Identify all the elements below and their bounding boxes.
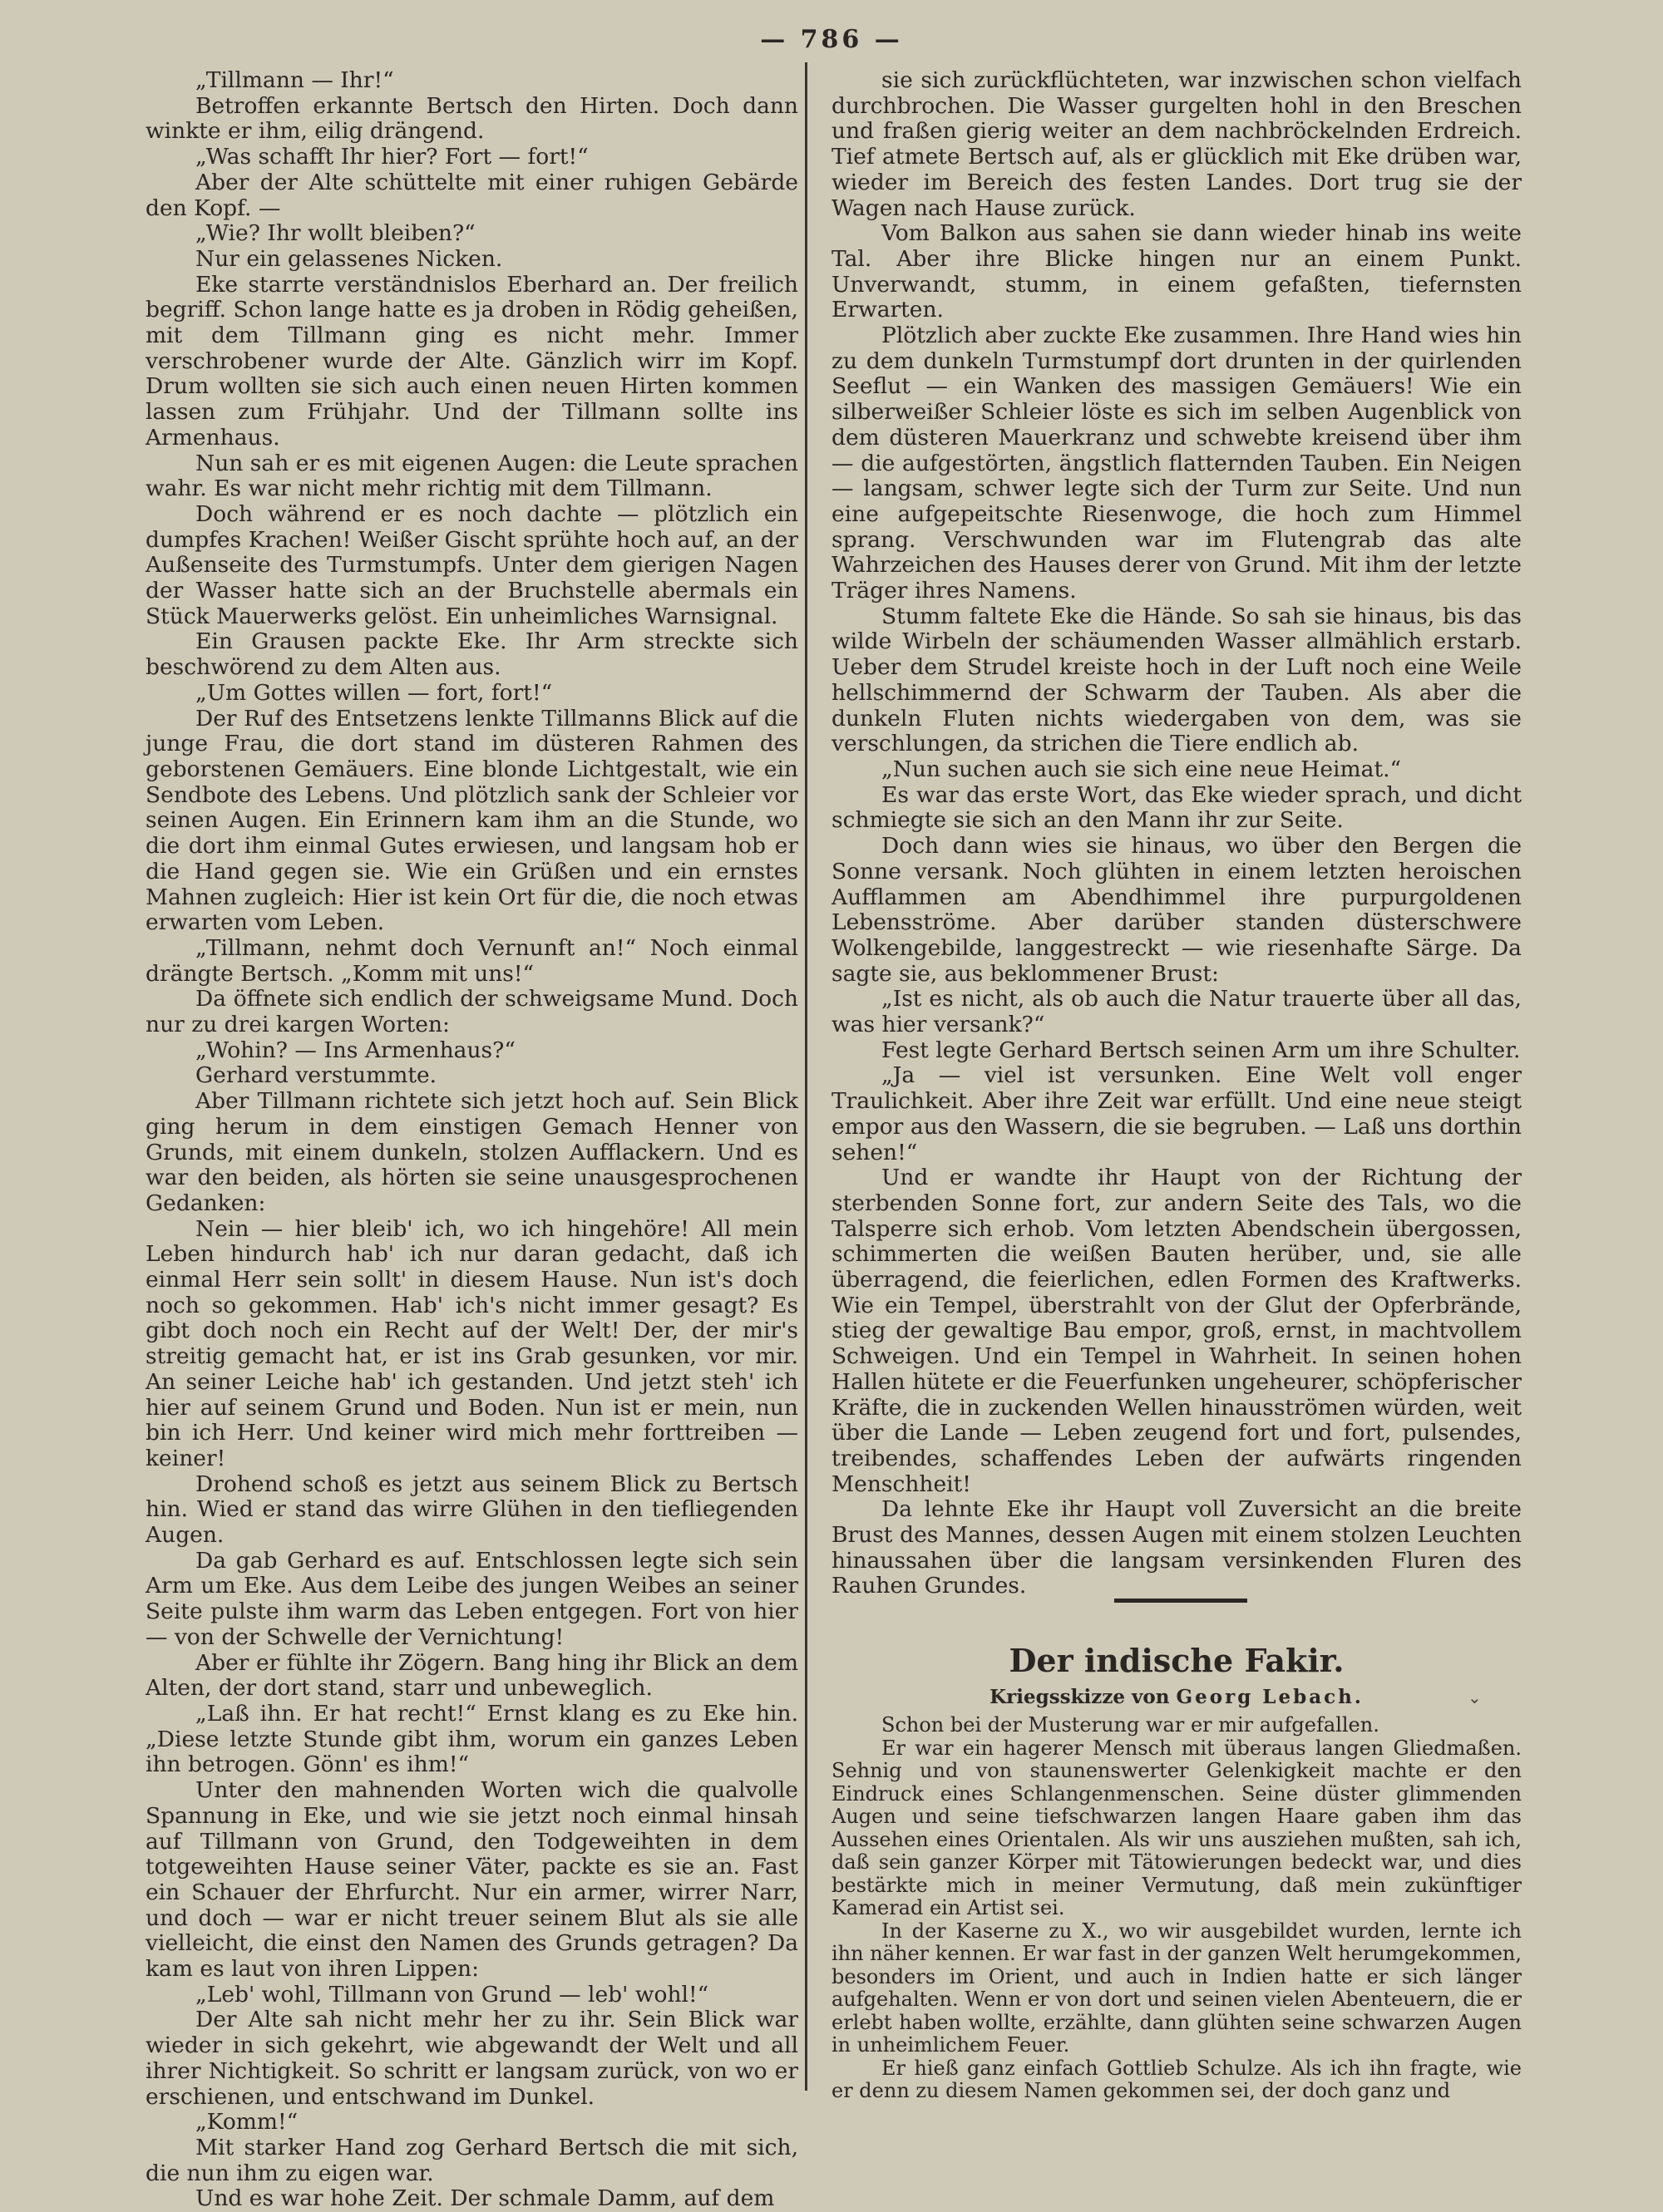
right-column-paragraph: „Ist es nicht, als ob auch die Natur trauerte über all das, was hier versank?“ (832, 986, 1522, 1038)
left-column-paragraph: Nun sah er es mit eigenen Augen: die Leute sprachen wahr. Es war nicht mehr richtig mit dem Tillmann. (146, 450, 798, 502)
left-column-paragraph: „Laß ihn. Er hat recht!“ Ernst klang es zu Eke hin. „Diese letzte Stunde gibt ihm, worum ein ganzes Leben ihn betrogen. Gönn' es ihm!“ (146, 1701, 798, 1778)
left-column-paragraph: Aber Tillmann richtete sich jetzt hoch auf. Sein Blick ging herum in dem einstigen Gemach Henner von Grunds, mit einem dunkeln, stolzen Aufflackern. Und es war den beiden, als hörten sie seine unausgesprochenen Gedanken: (146, 1088, 798, 1216)
article-byline (832, 1686, 1522, 1708)
left-column-paragraph: Der Ruf des Entsetzens lenkte Tillmanns Blick auf die junge Frau, die dort stand im düsteren Rahmen des geborstenen Gemäuers. Eine blonde Lichtgestalt, wie ein Sendbote des Lebens. Und plötzlich sank der Schleier vor seinen Augen. Ein Erinnern kam ihm an die Stunde, wo die dort ihm einmal Gutes erwiesen, und langsam hob er die Hand gegen sie. Wie ein Grüßen und ein ernstes Mahnen zugleich: Hier ist kein Ort für die, die noch etwas erwarten vom Leben. (146, 705, 798, 936)
left-column-paragraph: Drohend schoß es jetzt aus seinem Blick zu Bertsch hin. Wied er stand das wirre Glühen in den tiefliegenden Augen. (146, 1471, 798, 1549)
right-column-paragraph: sie sich zurückflüchteten, war inzwischen schon vielfach durchbrochen. Die Wasser gurgelten hohl in den Breschen und fraßen gierig weiter an dem nachbröckelnden Erdreich. Tief atmete Bertsch auf, als er glücklich mit Eke drüben war, wieder im Bereich des festen Landes. Dort trug sie der Wagen nach Hause zurück. (832, 67, 1522, 221)
article-body (832, 1714, 1522, 2103)
left-column-paragraph: Nur ein gelassenes Nicken. (195, 245, 503, 272)
right-column-paragraph: Plötzlich aber zuckte Eke zusammen. Ihre Hand wies hin zu dem dunkeln Turmstumpf dort drunten in der quirlenden Seeflut — ein Wanken des massigen Gemäuers! Wie ein silberweißer Schleier löste es sich im selben Augenblick von dem düsteren Mauerkranz und schwebte kreisend über ihm — die aufgestörten, ängstlich flatternden Tauben. Ein Neigen — langsam, schwer legte sich der Turm zur Seite. Und nun eine aufgepeitschte Riesenwoge, die hoch zum Himmel sprang. Verschwunden war im Flutengrab das alte Wahrzeichen des Hauses derer von Grund. Mit ihm der letzte Träger ihres Namens. (832, 323, 1522, 604)
left-column-paragraph: „Tillmann, nehmt doch Vernunft an!“ Noch einmal drängte Bertsch. „Komm mit uns!“ (146, 934, 798, 987)
right-column-paragraph: Da lehnte Eke ihr Haupt voll Zuversicht an die breite Brust des Mannes, dessen Augen mit einem stolzen Leuchten hinaussahen über die langsam versinkenden Fluren des Rauhen Grundes. (832, 1496, 1522, 1599)
right-column-paragraph: Es war das erste Wort, das Eke wieder sprach, und dicht schmiegte sie sich an den Mann ihr zur Seite. (832, 781, 1522, 834)
left-column-paragraph: Betroffen erkannte Bertsch den Hirten. Doch dann winkte er ihm, eilig drängend. (146, 92, 798, 145)
left-column-paragraph: Ein Grausen packte Eke. Ihr Arm streckte sich beschwörend zu dem Alten aus. (146, 628, 798, 681)
byline-prefix: Kriegsskizze von (989, 1686, 1170, 1708)
column-divider (805, 62, 807, 2091)
left-column-paragraph: Doch während er es noch dachte — plötzlich ein dumpfes Krachen! Weißer Gischt sprühte hoch auf, an der Außenseite des Turmstumpfs. Unter dem gierigen Nagen der Wasser hatte sich an der Bruchstelle abermals ein Stück Mauerwerks gelöst. Ein unheimliches Warnsignal. (146, 500, 798, 629)
printer-mark-icon: ⌄ (1468, 1687, 1482, 1707)
left-column-paragraph: Nein — hier bleib' ich, wo ich hingehöre! All mein Leben hindurch hab' ich nur daran gedacht, daß ich einmal Herr sein sollt' in diesem Hause. Nun ist's doch noch so gekommen. Hab' ich's nicht immer gesagt? Es gibt doch noch ein Recht auf der Welt! Der, der mir's streitig gemacht hat, er ist ins Grab gesunken, vor mir. An seiner Leiche hab' ich gestanden. Und jetzt steh' ich hier auf seinem Grund und Boden. Nun ist er mein, nun bin ich Herr. Und keiner wird mich mehr forttreiben — keiner! (146, 1215, 798, 1471)
left-column-paragraph: Da gab Gerhard es auf. Entschlossen legte sich sein Arm um Eke. Aus dem Leibe des jungen Weibes an seiner Seite pulste ihm warm das Leben entgegen. Fort von hier — von der Schwelle der Vernichtung! (146, 1547, 798, 1650)
right-column-paragraph: Stumm faltete Eke die Hände. So sah sie hinaus, bis das wilde Wirbeln der schäumenden Wasser allmählich erstarb. Ueber dem Strudel kreiste hoch in der Luft noch eine Weile hellschimmernd der Schwarm der Tauben. Als aber die dunkeln Fluten nichts wiedergaben von dem, was sie verschlungen, da strichen die Tiere endlich ab. (832, 603, 1522, 757)
article-paragraph: Er war ein hagerer Mensch mit überaus langen Gliedmaßen. Sehnig und von staunenswerter Gelenkigkeit machte er den Eindruck eines Schlangenmenschen. Seine düster glimmenden Augen und seine tiefschwarzen langen Haare gaben ihm das Aussehen eines Orientalen. Als wir uns ausziehen mußten, sah ich, daß sein ganzer Körper mit Tätowierungen bedeckt war, und dies bestärkte mich in meiner Vermutung, daß mein zukünftiger Kamerad ein Artist sei. (832, 1736, 1522, 1919)
left-column (146, 68, 798, 2212)
right-column-paragraph: Doch dann wies sie hinaus, wo über den Bergen die Sonne versank. Noch glühten in einem letzten heroischen Aufflammen am Abendhimmel ihre purpurgoldenen Lebensströme. Aber darüber standen düsterschwere Wolkengebilde, langgestreckt — wie riesenhafte Särge. Da sagte sie, aus beklommener Brust: (832, 833, 1522, 987)
left-column-paragraph: „Um Gottes willen — fort, fort!“ (195, 679, 553, 706)
left-column-paragraph: „Tillmann — Ihr!“ (195, 67, 394, 93)
article-paragraph: In der Kaserne zu X., wo wir ausgebildet wurden, lernte ich ihn näher kennen. Er war fast in der ganzen Welt herumgekommen, besonders im Orient, und auch in Indien hatte er sich länger aufgehalten. Wenn er von dort und seinen vielen Abenteuern, die er erlebt haben wollte, erzählte, dann glühten seine schwarzen Augen in unheimlichem Feuer. (832, 1919, 1522, 2057)
right-column-paragraph: Fest legte Gerhard Bertsch seinen Arm um ihre Schulter. (881, 1037, 1521, 1063)
article-paragraph: Schon bei der Musterung war er mir aufgefallen. (881, 1713, 1379, 1737)
right-column-paragraph: Und er wandte ihr Haupt von der Richtung der sterbenden Sonne fort, zur andern Seite des Tals, wo die Talsperre sich erhob. Vom letzten Abendschein übergossen, schimmerten die weißen Bauten herüber, und, sie alle überragend, die feierlichen, edlen Formen des Kraftwerks. Wie ein Tempel, überstrahlt von der Glut der Opferbrände, stieg der gewaltige Bau empor, groß, ernst, in machtvollem Schweigen. Und ein Tempel in Wahrheit. In seinen hohen Hallen hütete er die Feuerfunken ungeheurer, schöpferischer Kräfte, die in zuckenden Wellen hinausströmen würden, weit über die Lande — Leben zeugend fort und fort, pulsendes, treibendes, schaffendes Leben der aufwärts ringenden Menschheit! (832, 1165, 1522, 1497)
article-title: Der indische Fakir. (1009, 1642, 1345, 1679)
page-number: — 786 — (760, 25, 903, 54)
left-column-paragraph: Gerhard verstummte. (195, 1062, 437, 1089)
left-column-paragraph: Da öffnete sich endlich der schweigsame Mund. Doch nur zu drei kargen Worten: (146, 986, 798, 1038)
right-column-paragraph: Vom Balkon aus sahen sie dann wieder hinab ins weite Tal. Aber ihre Blicke hingen nur an einem Punkt. Unverwandt, stumm, in einem gefaßten, tiefernsten Erwarten. (832, 220, 1522, 323)
left-column-paragraph: „Leb' wohl, Tillmann von Grund — leb' wohl!“ (195, 1981, 709, 2008)
right-column-paragraph: „Nun suchen auch sie sich eine neue Heimat.“ (881, 756, 1402, 782)
left-column-paragraph: Der Alte sah nicht mehr her zu ihr. Sein Blick war wieder in sich gekehrt, wie abgewandt der Welt und all ihrer Nichtigkeit. So schritt er langsam zurück, von wo er erschienen, und entschwand im Dunkel. (146, 2007, 798, 2110)
left-column-paragraph: „Was schafft Ihr hier? Fort — fort!“ (195, 144, 589, 170)
article-paragraph: Er hieß ganz einfach Gottlieb Schulze. Als ich ihn fragte, wie er denn zu diesem Namen gekommen sei, der doch ganz und (832, 2056, 1522, 2102)
left-column-paragraph: „Komm!“ (195, 2109, 299, 2136)
section-separator (1114, 1599, 1247, 1603)
left-column-paragraph: Mit starker Hand zog Gerhard Bertsch die mit sich, die nun ihm zu eigen war. (146, 2134, 798, 2186)
left-column-paragraph: Unter den mahnenden Worten wich die qualvolle Spannung in Eke, und wie sie jetzt noch einmal hinsah auf Tillmann von Grund, den Todgeweihten in dem totgeweihten Hause seiner Väter, packte es sie an. Fast ein Schauer der Ehrfurcht. Nur ein armer, wirrer Narr, und doch — war er nicht treuer seinem Blut als sie alle vielleicht, die einst den Namen des Grunds getragen? Da kam es laut von ihren Lippen: (146, 1777, 798, 1983)
left-column-paragraph: „Wohin? — Ins Armenhaus?“ (195, 1037, 516, 1063)
right-column-paragraph: „Ja — viel ist versunken. Eine Welt voll enger Traulichkeit. Aber ihre Zeit war erfüllt. Und eine neue steigt empor aus den Wassern, die sie begruben. — Laß uns dorthin sehen!“ (832, 1062, 1522, 1165)
left-column-paragraph: Aber der Alte schüttelte mit einer ruhigen Gebärde den Kopf. — (146, 169, 798, 221)
left-column-paragraph: Und es war hohe Zeit. Der schmale Damm, auf dem (195, 2185, 775, 2212)
byline-author: Georg Lebach. (1176, 1686, 1364, 1708)
left-column-paragraph: Eke starrte verständnislos Eberhard an. Der freilich begriff. Schon lange hatte es ja droben in Rödig geheißen, mit dem Tillmann ging es nicht mehr. Immer verschrobener wurde der Alte. Gänzlich wirr im Kopf. Drum wollten sie sich auch einen neuen Hirten kommen lassen zum Frühjahr. Und der Tillmann sollte ins Armenhaus. (146, 271, 798, 451)
right-column (832, 68, 1522, 1599)
left-column-paragraph: Aber er fühlte ihr Zögern. Bang hing ihr Blick an dem Alten, der dort stand, starr und unbeweglich. (146, 1649, 798, 1702)
left-column-paragraph: „Wie? Ihr wollt bleiben?“ (195, 220, 476, 247)
